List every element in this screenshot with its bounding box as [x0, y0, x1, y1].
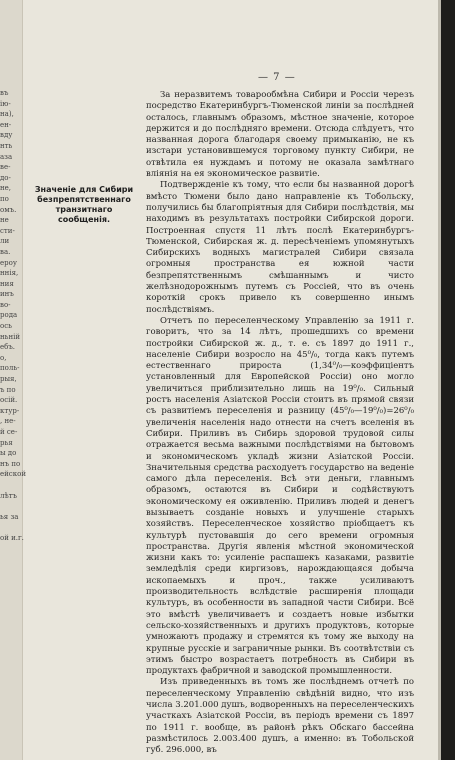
margin-fragment: ы до — [0, 449, 17, 458]
page-number: — 7 — — [258, 72, 296, 83]
margin-fragment: вду — [0, 131, 13, 140]
margin-fragment: инъ — [0, 290, 14, 299]
margin-fragment: рья — [0, 438, 13, 447]
margin-fragment: ероу — [0, 258, 17, 267]
margin-fragment: по — [0, 194, 9, 203]
margin-fragment: ось — [0, 322, 12, 331]
margin-fragment: ли — [0, 237, 10, 246]
margin-fragment: ве- — [0, 163, 11, 172]
margin-fragment: на), — [0, 110, 14, 119]
margin-fragment: о, — [0, 353, 7, 362]
margin-fragment: не, — [0, 184, 12, 193]
scan-border — [441, 0, 455, 760]
left-margin-fragments — [0, 88, 26, 544]
paragraph-1: За неразвитемъ товарообмѣна Сибири и Россіи черезъ посредство Екатеринбургъ-Тюменской линіи за послѣдней осталось, главнымъ образомъ, мѣстное значеніе, которое держится и до послѣдняго времени. Отсюда слѣдуетъ, что названная дорога благодаря своему примыканію, не къ изстари установившемуся торговому пункту Сибири, не отвѣтила ея нуждамъ и потому не оказала замѣтнаго вліянія на ея экономическое развитіе. — [146, 90, 414, 180]
margin-fragment: рыя, — [0, 375, 17, 384]
margin-fragment: омъ. — [0, 205, 17, 214]
margin-fragment — [0, 522, 22, 533]
margin-fragment: ъ по — [0, 385, 16, 394]
margin-fragment — [0, 501, 22, 512]
margin-fragment: сти- — [0, 226, 15, 235]
margin-fragment: не — [0, 216, 9, 225]
margin-fragment: ньній — [0, 332, 21, 341]
margin-fragment: ва. — [0, 247, 11, 256]
margin-fragment: й се- — [0, 428, 18, 436]
margin-fragment: , не- — [0, 417, 16, 426]
margin-fragment: ннія, — [0, 269, 19, 278]
margin-fragment: ктур- — [0, 406, 20, 415]
margin-heading: Значеніе для Сибири безпрепятственнаго транзитнаго сообщенія. — [34, 185, 134, 224]
margin-fragment: до- — [0, 173, 11, 182]
margin-fragment: осій. — [0, 396, 18, 405]
margin-fragment: ебъ. — [0, 343, 16, 352]
previous-page-strip — [0, 0, 26, 760]
margin-fragment: ья за — [0, 512, 19, 521]
margin-fragment: поль- — [0, 364, 20, 373]
margin-fragment: во- — [0, 300, 11, 309]
margin-fragment: ейской — [0, 470, 26, 479]
margin-fragment: ію- — [0, 99, 11, 108]
margin-fragment: рода — [0, 311, 18, 320]
margin-fragment: нть — [0, 141, 13, 150]
margin-fragment: ния — [0, 279, 14, 288]
paragraph-2: Подтвержденіе къ тому, что если бы названной дорогѣ вмѣсто Тюмени было дано направленіе къ Тобольску, получились бы благопріятныя для Сибири послѣдствія, мы находимъ въ результатахъ постройки Сибирской дороги. Построенная спустя 11 лѣтъ послѣ Екатеринбургъ-Тюменской, Сибирская ж. д. пересѣченіемъ упомянутыхъ Сибирскихъ водныхъ магистралей Сибири связала огромныя пространства ея южной части безпрепятственнымъ смѣшаннымъ и чисто желѣзнодорожнымъ путемъ съ Россіей, что въ очень короткій срокъ привело къ совершенно инымъ послѣдствіямъ. — [146, 180, 414, 315]
margin-fragment: аза — [0, 152, 13, 161]
margin-fragment: нъ по — [0, 459, 21, 468]
margin-fragment: ой и.г. — [0, 533, 24, 542]
paragraph-4: Изъ приведенныхъ въ томъ же послѣднемъ отчетѣ по переселенческому Управленію свѣдѣній видно, что изъ числа 3.201.000 душъ, водворенныхъ на переселенческихъ участкахъ Азіатской Россіи, въ періодъ времени съ 1897 по 1911 г. вообще, въ районѣ рѣкъ Обскаго бассейна размѣстилось 2.003.400 душъ, а именно: въ Тобольской губ. 296.000, въ — [146, 677, 414, 756]
body-text — [146, 90, 414, 757]
margin-fragment: лѣтъ — [0, 491, 17, 500]
margin-fragment: ен- — [0, 120, 12, 129]
margin-fragment — [0, 480, 22, 491]
margin-fragment: въ — [0, 89, 9, 97]
paragraph-3: Отчетъ по переселенческому Управленію за 1911 г. говоритъ, что за 14 лѣтъ, прошедшихъ со времени постройки Сибирской ж. д., т. е. съ 1897 до 1911 г., населеніе Сибири возросло на 45⁰/₀, тогда какъ путемъ естественнаго прироста (1,34⁰/₀—коэффиціентъ установленный для Европейской Россіи) оно могло увеличиться приблизительно лишь на 19⁰/₀. Сильный ростъ населенія Азіатской Россіи стоитъ въ прямой связи съ развитіемъ переселенія и разницу (45⁰/₀—19⁰/₀)=26⁰/₀ увеличенія населенія надо отнести на счетъ вселенія въ Сибири. Приливъ въ Сибирь здоровой трудовой силы отражается весьма важными послѣдствіями на бытовомъ и экономическомъ укладѣ жизни Азіатской Россіи. Значительныя средства расходуетъ государство на веденіе самого дѣла переселенія. Всѣ эти деньги, главнымъ образомъ, остаются въ Сибири и содѣйствуютъ экономическому ея оживленію. Приливъ людей и денегъ вызываетъ созданіе новыхъ и улучшеніе старыхъ хозяйствъ. Переселенческое хозяйство пріобщаетъ къ культурѣ пустовавшія до сего времени огромныя пространства. Другія явленія мѣстной экономической жизни какъ то: усиленіе распашекъ казаками, развитіе земледѣлія среди киргизовъ, нарождающаяся добыча ископаемыхъ и проч., также усиливаютъ производительность вслѣдствіе расширенія площади культуръ, въ особенности въ западной части Сибири. Всё это вмѣстѣ увеличиваетъ и создаетъ новые избытки сельско-хозяйственныхъ и другихъ продуктовъ, которые умножаютъ продажу и стремятся къ тому же выходу на крупные русскіе и заграничные рынки. Въ соотвѣтствіи съ этимъ быстро возрастаетъ потребность въ Сибири въ продуктахъ фабричной и заводской промышленности. — [146, 315, 414, 677]
